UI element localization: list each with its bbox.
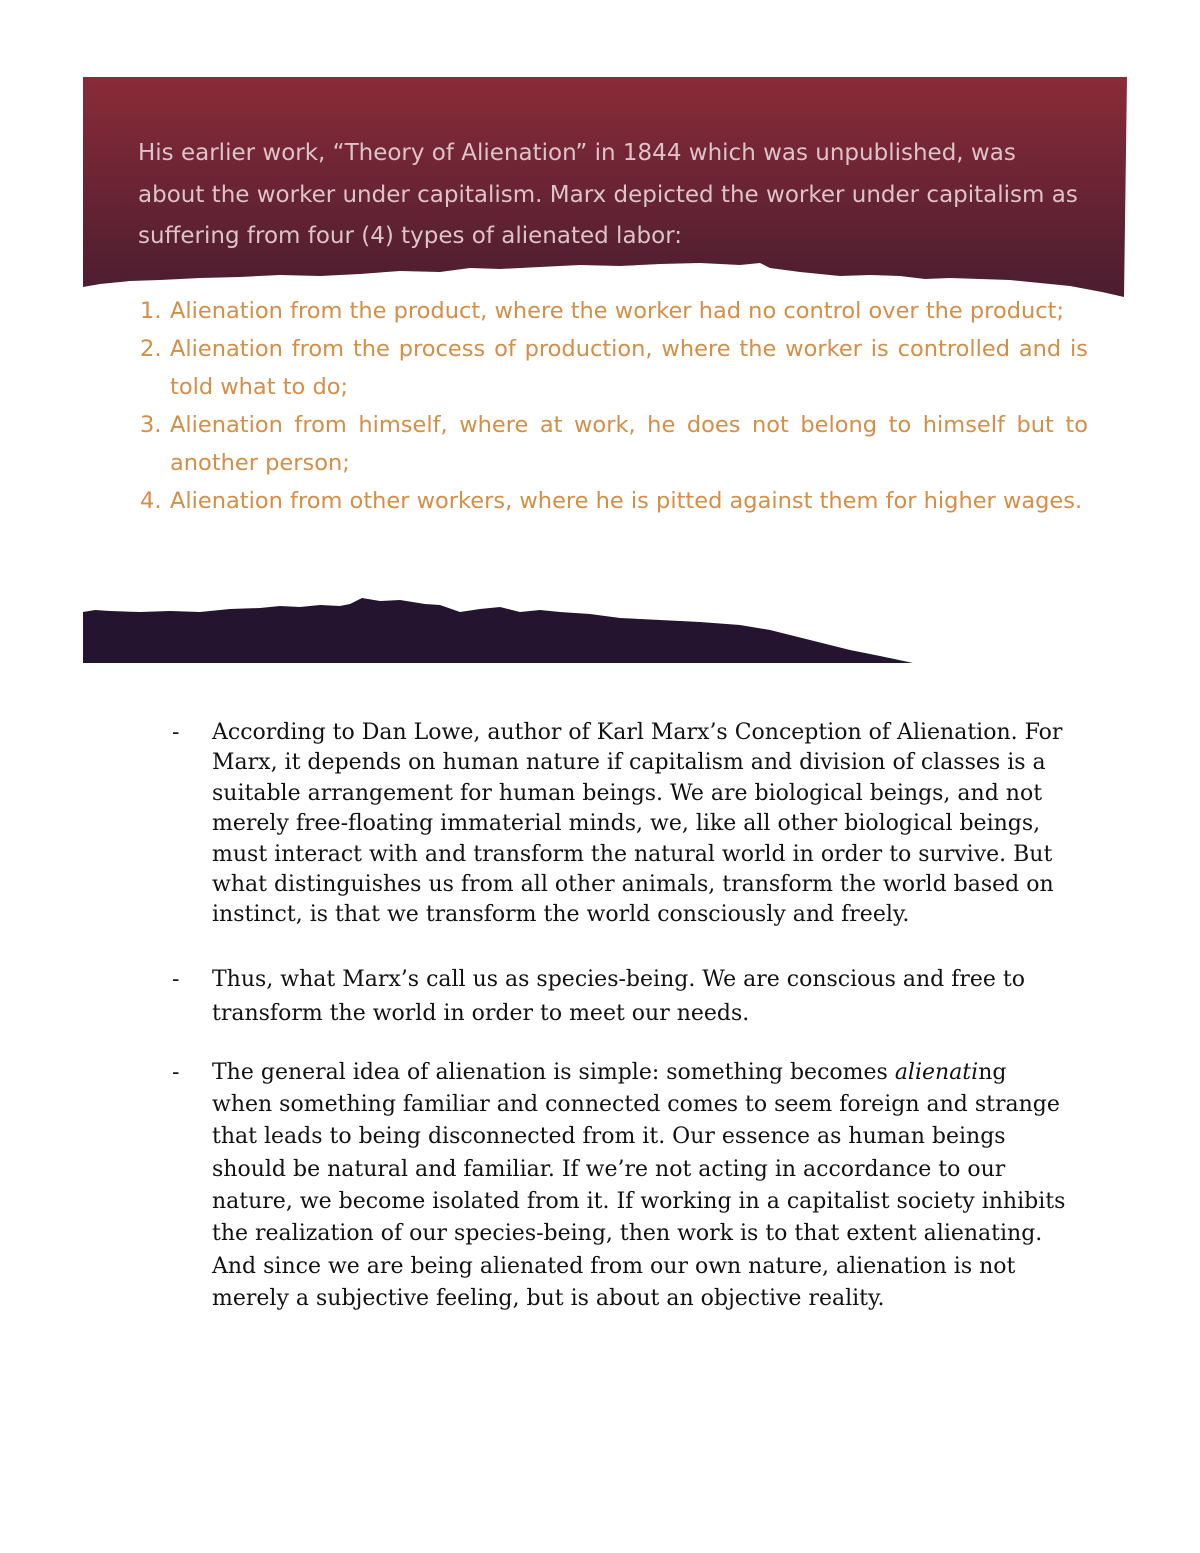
list-number: 1. bbox=[140, 298, 162, 324]
notes-list bbox=[172, 718, 1072, 1315]
alienation-type-item bbox=[140, 482, 1088, 520]
alienation-type-item bbox=[140, 292, 1088, 330]
note-item bbox=[172, 718, 1072, 931]
dash-bullet: - bbox=[172, 720, 180, 745]
note-text-emphasis: alienati bbox=[894, 1059, 979, 1085]
dash-bullet: - bbox=[172, 1059, 180, 1085]
list-item-text: Alienation from other workers, where he is pitted against them for higher wages. bbox=[170, 488, 1083, 514]
list-item-text: Alienation from the process of production, where the worker is controlled and is told what to do; bbox=[170, 336, 1088, 400]
banner-intro-text: His earlier work, “Theory of Alienation” in 1844 which was unpublished, was about the worker under capitalism. Marx depicted the worker under capitalism as suffering from four (4) types of alienated labor: bbox=[138, 140, 1078, 249]
note-text: According to Dan Lowe, author of Karl Marx’s Conception of Alienation. For Marx, it depends on human nature if capitalism and division of classes is a suitable arrangement for human beings. We are biological beings, and not merely free-floating immaterial minds, we, like all other biological beings, must interact with and transform the natural world in order to survive. But what distinguishes us from all other animals, transform the world based on instinct, is that we transform the world consciously and freely. bbox=[212, 720, 1063, 928]
note-item bbox=[172, 1057, 1072, 1315]
alienation-type-item bbox=[140, 330, 1088, 406]
list-item-text: Alienation from himself, where at work, he does not belong to himself but to another person; bbox=[170, 412, 1088, 476]
footer-torn-strip bbox=[83, 598, 913, 663]
note-item bbox=[172, 963, 1072, 1031]
alienation-type-item bbox=[140, 406, 1088, 482]
alienation-types-list bbox=[140, 292, 1088, 520]
note-text-after: ng when something familiar and connected comes to seem foreign and strange that leads to being disconnected from it. Our essence as human beings should be natural and familiar. If we’re not acting in accordance to our nature, we become isolated from it. If working in a capitalist society inhibits the realization of our species-being, then work is to that extent alienating. And since we are being alienated from our own nature, alienation is not merely a subjective feeling, but is about an objective reality. bbox=[212, 1059, 1066, 1311]
note-text-before: The general idea of alienation is simple: something becomes bbox=[212, 1059, 895, 1085]
list-number: 4. bbox=[140, 488, 162, 514]
note-text: Thus, what Marx’s call us as species-being. We are conscious and free to transform the world in order to meet our needs. bbox=[212, 966, 1026, 1026]
list-number: 3. bbox=[140, 412, 162, 438]
dash-bullet: - bbox=[172, 966, 180, 992]
list-number: 2. bbox=[140, 336, 162, 362]
list-item-text: Alienation from the product, where the worker had no control over the product; bbox=[170, 298, 1065, 324]
